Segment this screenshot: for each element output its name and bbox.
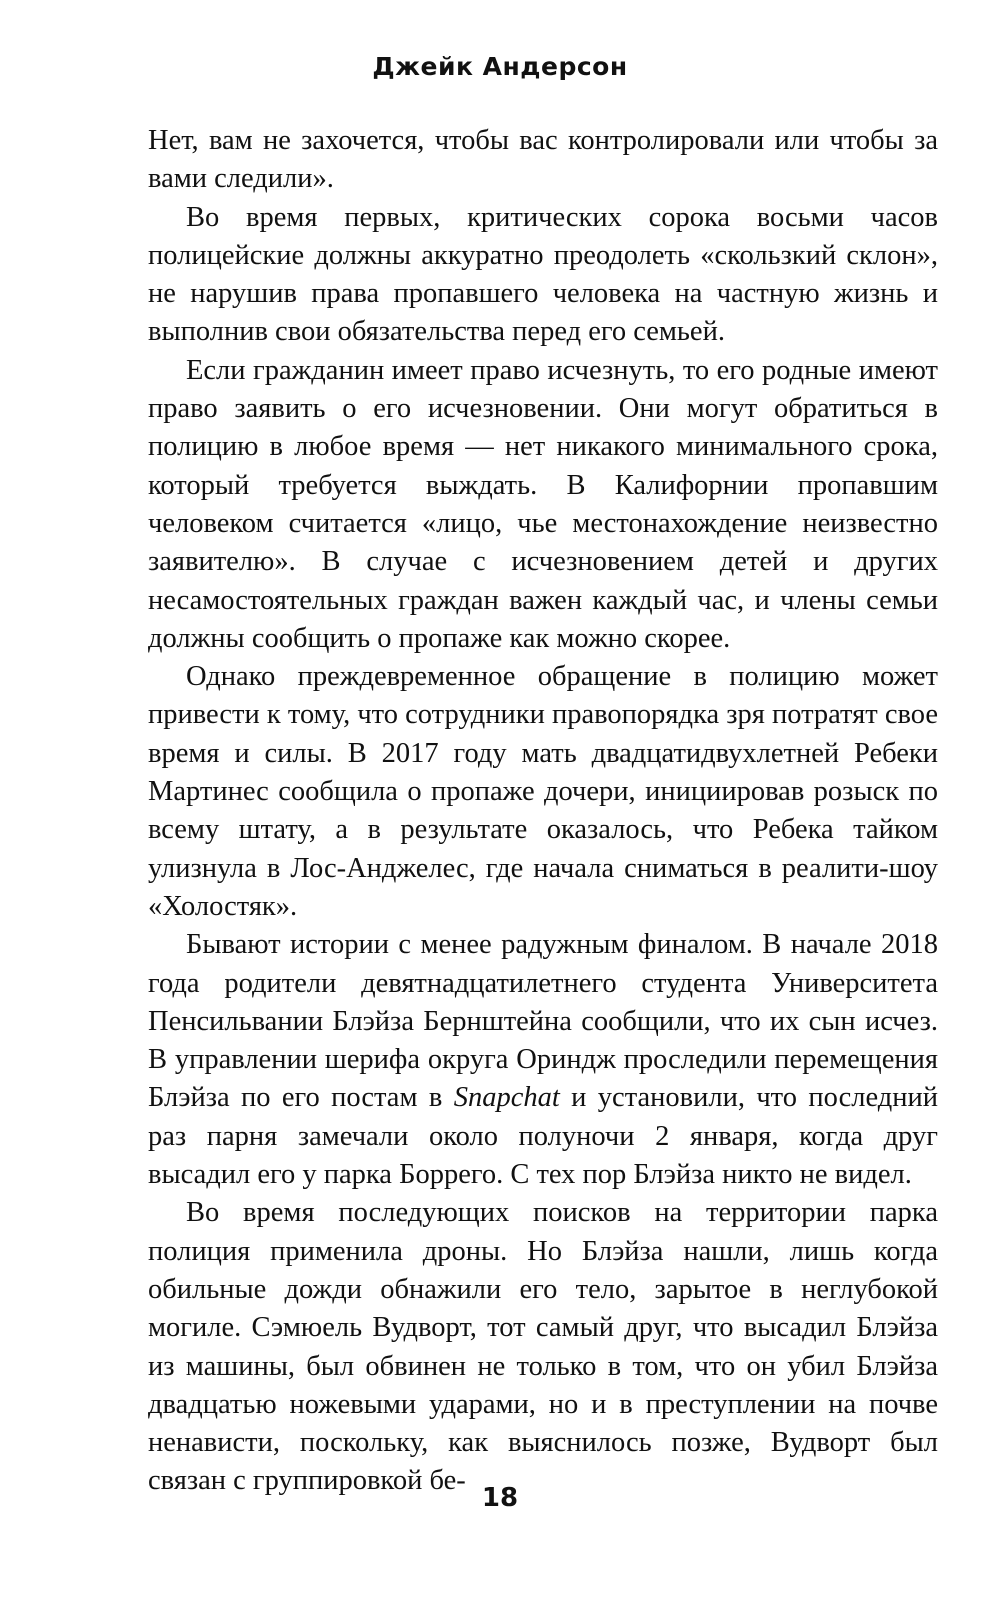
paragraph-1: Нет, вам не захочется, чтобы вас контролировали или чтобы за вами следили». bbox=[148, 125, 938, 195]
snapchat-italic: Snapchat bbox=[453, 1082, 560, 1114]
paragraph-6: Во время последующих поисков на территории парка полиция применила дроны. Но Блэйза нашли, лишь когда обильные дожди обнажили его тело, зарытое в неглубокой могиле. Сэмюель Вудворт, тот самый друг, что высадил Блэйза из машины, был обвинен не только в том, что он убил Блэйза двадцатью ножевыми ударами, но и в преступлении на почве ненависти, поскольку, как выяснилось позже, Вудворт был связан с группировкой бе- bbox=[148, 1197, 938, 1497]
paragraph-2: Во время первых, критических сорока восьми часов полицейские должны аккуратно преодолеть «скользкий склон», не нарушив права пропавшего человека на частную жизнь и выполнив свои обязательства перед его семьей. bbox=[148, 201, 938, 348]
paragraph-5-part-1: Бывают истории с менее радужным финалом. В начале 2018 года родители девятнадцатилетнего студента Университета Пенсильвании Блэйза Бернштейна сообщили, что их сын исчез. В управлении шерифа округа Ориндж проследили перемещения Блэйза по его постам в bbox=[148, 929, 938, 1114]
page-number: 18 bbox=[481, 1483, 519, 1513]
paragraph-3: Если гражданин имеет право исчезнуть, то его родные имеют право заявить о его исчезновении. Они могут обратиться в полицию в любое время — нет никакого минимального срока, который требуется выждать. В Калифорнии пропавшим человеком считается «лицо, чье местонахождение неизвестно заявителю». В случае с исчезновением детей и других несамостоятельных граждан важен каждый час, и члены семьи должны сообщить о пропаже как можно скорее. bbox=[148, 354, 938, 654]
running-head: Джейк Андерсон bbox=[372, 52, 628, 81]
paragraph-5-part-2: и установили, что последний раз парня замечали около полуночи 2 января, когда друг высадил его у парка Боррего. С тех пор Блэйза никто не видел. bbox=[148, 1082, 938, 1191]
paragraph-4: Однако преждевременное обращение в полицию может привести к тому, что сотрудники правопорядка зря потратят свое время и силы. В 2017 году мать двадцатидвухлетней Ребеки Мартинес сообщила о пропаже дочери, инициировав розыск по всему штату, а в результате оказалось, что Ребека тайком улизнула в Лос-Анджелес, где начала сниматься в реалити-шоу «Холостяк». bbox=[148, 661, 938, 922]
body-text bbox=[148, 122, 938, 1501]
paragraph-5 bbox=[148, 926, 938, 1194]
